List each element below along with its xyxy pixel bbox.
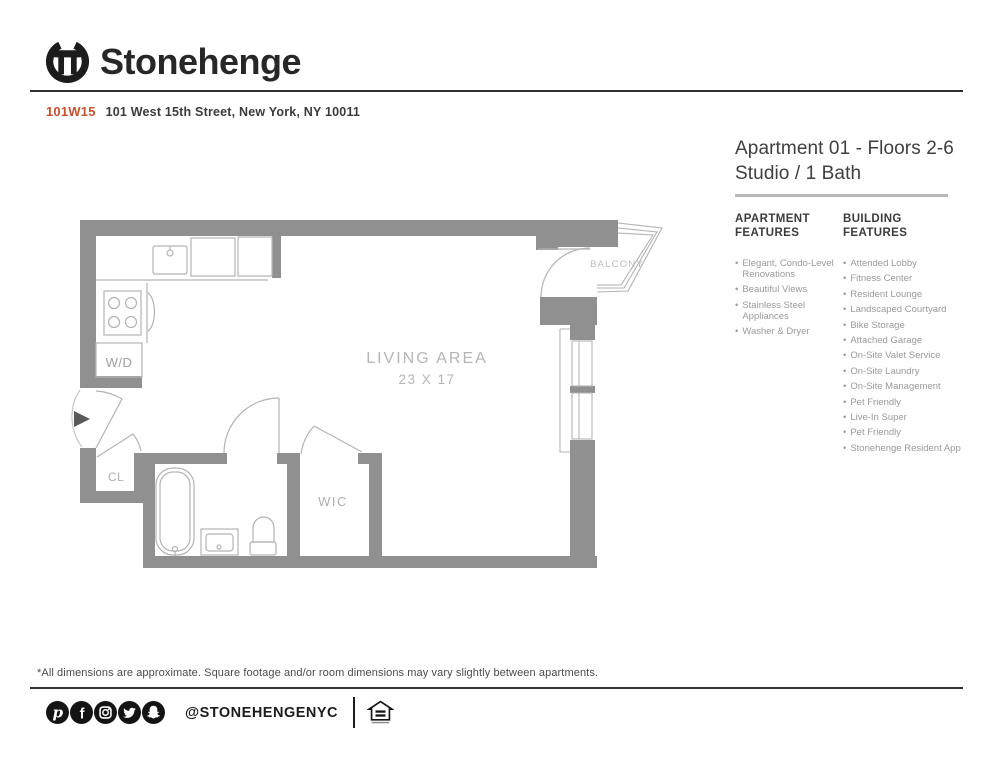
balcony-label: BALCONY [590, 259, 644, 270]
svg-text:f: f [79, 706, 85, 723]
feature-item: • Fitness Center [843, 273, 913, 285]
feature-item: • On-Site Valet Service [843, 350, 941, 362]
svg-text:p: p [52, 703, 64, 722]
burner [109, 317, 120, 328]
bathtub-inner [160, 472, 190, 551]
property-code: 101W15 [46, 104, 96, 119]
living-dims-label: 23 X 17 [398, 372, 456, 387]
entry-arrow [74, 411, 90, 427]
social-row [46, 697, 394, 728]
window [572, 393, 592, 439]
counter-curve [147, 292, 155, 332]
cl-door-arc [133, 434, 141, 451]
feature-item: • Elegant, Condo-Level Renovations [735, 258, 834, 280]
cl-door-leaf [97, 434, 133, 457]
washer-dryer-label: W/D [105, 355, 133, 370]
feature-item: • Beautiful Views [735, 284, 808, 296]
window-sill-line [560, 329, 570, 452]
sink-faucet [167, 250, 173, 256]
apartment-features-heading: APARTMENT FEATURES [735, 213, 810, 239]
entry-door-leaf [96, 399, 122, 448]
feature-item: • Bike Storage [843, 319, 905, 331]
feature-item: • Landscaped Courtyard [843, 304, 947, 316]
disclaimer-text: *All dimensions are approximate. Square footage and/or room dimensions may vary slightly between apartments. [37, 667, 599, 679]
feature-item: • On-Site Management [843, 381, 941, 393]
brand-name: Stonehenge [100, 40, 302, 82]
walls [80, 220, 618, 568]
burner [109, 298, 120, 309]
vanity-faucet [217, 545, 221, 549]
feature-item: • Attended Lobby [843, 258, 917, 269]
building-features-heading: BUILDING FEATURES [843, 213, 908, 239]
feature-item: • Pet Friendly [843, 427, 902, 439]
refrigerator [238, 237, 272, 276]
feature-item: • Attached Garage [843, 334, 923, 346]
bathroom-fixtures [156, 468, 276, 556]
toilet-tank [250, 542, 276, 555]
snapchat-icon[interactable] [142, 701, 165, 724]
doors [72, 248, 590, 457]
wic-door-leaf [314, 426, 362, 452]
bath-door-arc [224, 398, 279, 453]
burner [126, 298, 137, 309]
footer-divider [353, 697, 355, 728]
bathtub [156, 468, 194, 555]
feature-item: • Stainless Steel Appliances [735, 299, 806, 322]
feature-item: • Live-In Super [843, 411, 907, 423]
window [572, 341, 592, 386]
facebook-icon[interactable] [70, 701, 93, 724]
counter-appliance [191, 238, 235, 276]
feature-item: • Resident Lounge [843, 288, 923, 300]
equal-housing-opportunity-logo [367, 699, 394, 726]
entry-door-arc [96, 391, 122, 399]
social-handle[interactable]: @STONEHENGENYC [185, 704, 339, 721]
apartment-title-line1: Apartment 01 - Floors 2-6 [735, 138, 954, 159]
apartment-title-line2: Studio / 1 Bath [735, 163, 862, 184]
footer-rule [30, 687, 963, 689]
burner [126, 317, 137, 328]
living-area-label: LIVING AREA [366, 350, 488, 367]
closet-label: CL [107, 470, 125, 484]
feature-item: • Pet Friendly [843, 396, 902, 408]
feature-item: • On-Site Laundry [843, 365, 920, 377]
wic-door-arc [301, 426, 314, 454]
property-address: 101 West 15th Street, New York, NY 10011 [105, 105, 361, 119]
feature-item: • Stonehenge Resident App [843, 442, 961, 454]
stove [104, 291, 141, 335]
pinterest-icon[interactable] [46, 701, 69, 724]
twitter-icon[interactable] [118, 701, 141, 724]
instagram-icon[interactable] [94, 701, 117, 724]
balcony-door-arc [541, 248, 590, 297]
toilet-bowl [253, 517, 274, 542]
wic-label: WIC [318, 494, 348, 509]
feature-item: • Washer & Dryer [735, 326, 810, 338]
